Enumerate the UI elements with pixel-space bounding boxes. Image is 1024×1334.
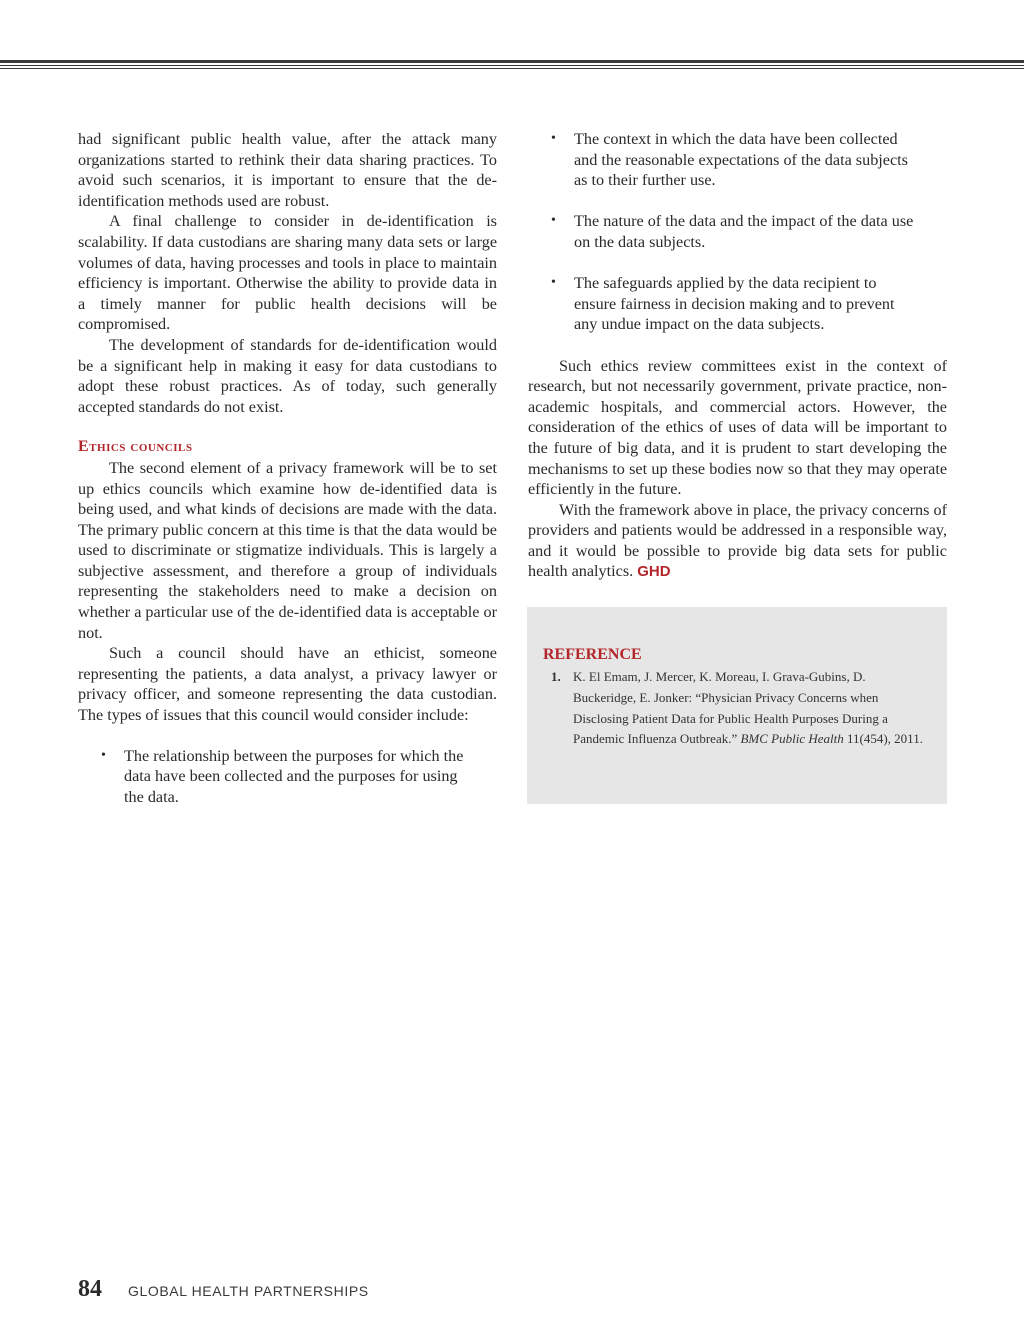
bullet-icon: • [101,747,106,763]
running-title: GLOBAL HEALTH PARTNERSHIPS [128,1283,369,1299]
bullet-icon: • [551,275,556,291]
list-item [528,129,947,191]
list-item-text: The nature of the data and the impact of the data use on the data subjects. [574,212,914,251]
bullet-list [528,129,947,335]
list-item-text: The context in which the data have been collected and the reasonable expectations of the data subjects as to their further use. [574,130,908,190]
list-item-text: The relationship between the purposes for which the data have been collected and the purposes for using the data. [124,746,464,806]
paragraph: A final challenge to consider in de-identification is scalability. If data custodians are sharing many data sets or large volumes of data, having processes and tools in place to maintain efficiency is important. Otherwise the ability to provide data in a timely manner for public health decisions will be compromised. [78,212,497,334]
page-footer [78,1276,369,1308]
list-item-text: The safeguards applied by the data recipient to ensure fairness in decision making and to prevent any undue impact on the data subjects. [574,274,895,334]
paragraph: Such a council should have an ethicist, someone representing the patients, a data analyst, a privacy lawyer or privacy officer, and someone representing the data custodian. The types of issues that this council would consider include: [78,644,497,725]
paragraph: The development of standards for de-identification would be a significant help in making it easy for data custodians to adopt these robust practices. As of today, such generally accepted standards do not exist. [78,335,497,416]
reference-details: 11(454), 2011. [847,731,923,747]
end-mark: GHD [637,563,671,581]
bullet-icon: • [551,213,556,229]
bullet-list [78,746,497,808]
reference-number: 1. [551,669,561,684]
paragraph [528,500,947,583]
paragraph: The second element of a privacy framework will be to set up ethics councils which examine how de-identified data is being used, and what kinds of decisions are made with the data. The primary public concern at this time is that the data would be used to discriminate or stigmatize individuals. This is largely a subjective assessment, and therefore a group of individuals representing the stakeholders need to make a decision on whether a particular use of the de-identified data is acceptable or not. [78,458,497,642]
header-rule [0,60,1024,72]
list-item [528,211,947,252]
list-item [528,273,947,335]
reference-title: REFERENCE [543,646,642,663]
reference-journal: BMC Public Health [740,731,844,747]
paragraph: had significant public health value, after the attack many organizations started to rethink their data sharing practices. To avoid such scenarios, it is important to ensure that the de-identification methods used are robust. [78,130,497,210]
right-column [528,129,947,583]
reference-box [527,607,947,804]
page-number: 84 [78,1276,102,1302]
paragraph-text: With the framework above in place, the privacy concerns of providers and patients would be addressed in a responsible way, and it would be possible to provide big data sets for public health analytics. [528,500,947,581]
section-heading: Ethics councils [78,438,193,456]
bullet-icon: • [551,131,556,146]
left-column [78,129,497,828]
reference-authors: K. El Emam, J. Mercer, K. Moreau, I. Grava-Gubins, D. Buckeridge, E. Jonker: “Physician Privacy Concerns when Disclosing Patient Data for Public Health Purposes During a Pandemic Influenza Outbreak.” [573,669,888,747]
list-item [78,746,497,808]
paragraph: Such ethics review committees exist in the context of research, but not necessarily government, private practice, non-academic hospitals, and commercial actors. However, the consideration of the ethics of uses of data will be important to the future of big data, and it is prudent to start developing the mechanisms to set up these bodies now so that they may operate efficiently in the future. [528,356,947,499]
reference-item [543,667,927,750]
